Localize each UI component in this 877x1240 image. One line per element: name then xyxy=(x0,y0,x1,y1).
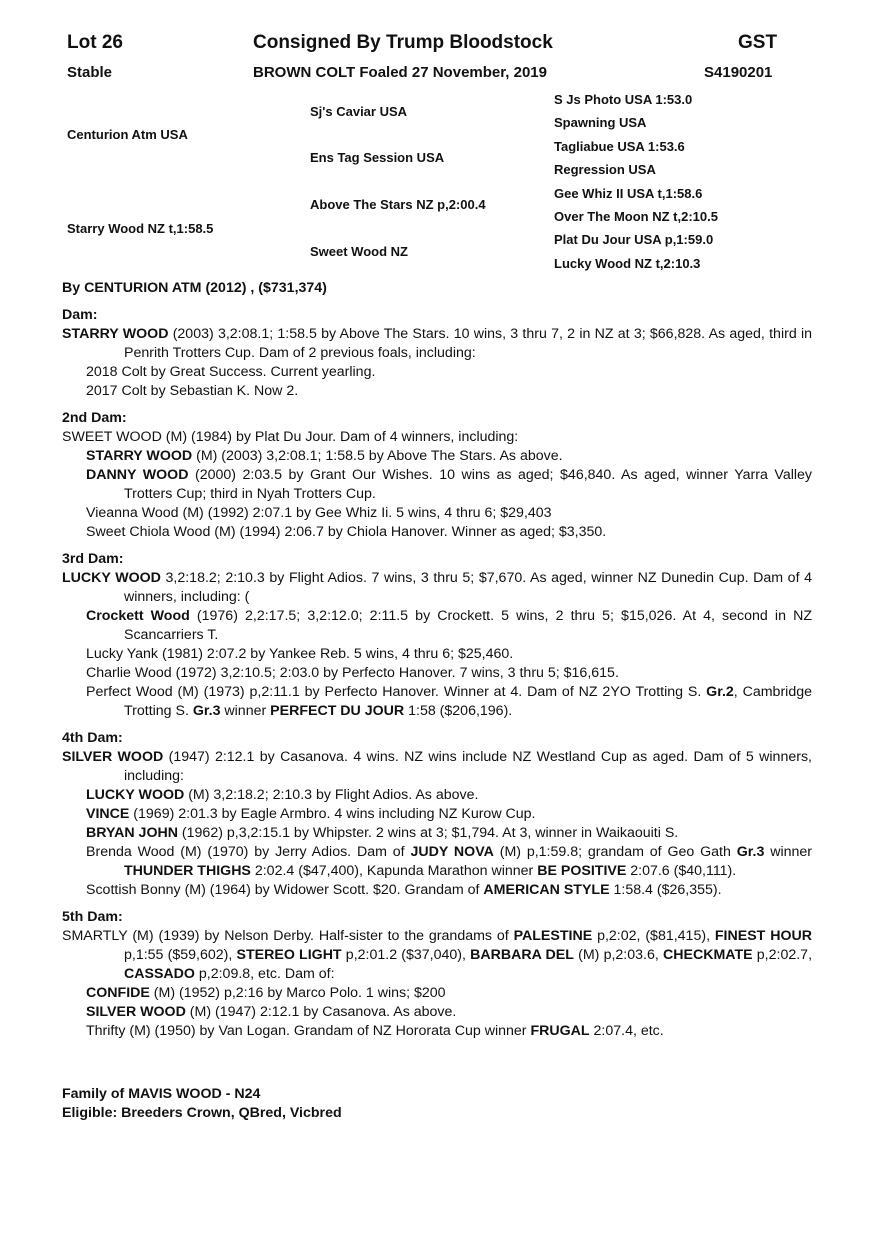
horse-description: BROWN COLT Foaled 27 November, 2019 xyxy=(253,64,547,81)
produce-entry: Scottish Bonny (M) (1964) by Widower Scott. $20. Grandam of AMERICAN STYLE 1:58.4 ($26,355). xyxy=(86,882,722,898)
pedigree-g3: Plat Du Jour USA p,1:59.0 xyxy=(554,232,714,247)
pedigree-g3: Regression USA xyxy=(554,162,656,177)
dam5-lead: SMARTLY (M) (1939) by Nelson Derby. Half-sister to the grandams of PALESTINE p,2:02, ($81,415), FINEST HOUR p,1:55 ($59,602), STEREO LIGHT p,2:01.2 ($37,040), BARBARA DEL (M) p,2:03.6, CHECKMATE p,2:02.7, CASSADO p,2:09.8, etc. Dam of: xyxy=(62,928,813,982)
produce-entry: Charlie Wood (1972) 3,2:10.5; 2:03.0 by Perfecto Hanover. 7 wins, 3 thru 5; $16,615. xyxy=(86,665,619,681)
pedigree-dam: Starry Wood NZ t,1:58.5 xyxy=(67,221,214,236)
pedigree-sire-sire: Sj's Caviar USA xyxy=(310,104,408,119)
dam-name: STARRY WOOD xyxy=(62,326,169,342)
produce-entry: CONFIDE (M) (1952) p,2:16 by Marco Polo. 1 wins; $200 xyxy=(86,985,446,1001)
dam2-heading: 2nd Dam: xyxy=(62,410,127,426)
dam4-lead: SILVER WOOD (1947) 2:12.1 by Casanova. 4 wins. NZ wins include NZ Westland Cup as aged. Dam of 5 winners, including: xyxy=(62,749,812,784)
eligible-line: Eligible: Breeders Crown, QBred, Vicbred xyxy=(62,1105,342,1121)
dam2-lead: SWEET WOOD (M) (1984) by Plat Du Jour. Dam of 4 winners, including: xyxy=(62,429,519,445)
dam4-heading: 4th Dam: xyxy=(62,730,123,746)
produce-entry: DANNY WOOD (2000) 2:03.5 by Grant Our Wishes. 10 wins as aged; $46,840. As aged, winner Yarra Valley Trotters Cup; third in Nyah Trotters Cup. xyxy=(86,467,812,502)
produce-entry: BRYAN JOHN (1962) p,3,2:15.1 by Whipster. 2 wins at 3; $1,794. At 3, winner in Waikaouiti S. xyxy=(86,825,679,841)
consignor: Consigned By Trump Bloodstock xyxy=(253,32,553,53)
lot-id: S4190201 xyxy=(704,64,773,81)
pedigree-g3: S Js Photo USA 1:53.0 xyxy=(554,92,693,107)
produce-entry: Lucky Yank (1981) 2:07.2 by Yankee Reb. 5 wins, 4 thru 6; $25,460. xyxy=(86,646,514,662)
dam5-heading: 5th Dam: xyxy=(62,909,123,925)
dam3-heading: 3rd Dam: xyxy=(62,551,124,567)
produce-entry: LUCKY WOOD (M) 3,2:18.2; 2:10.3 by Flight Adios. As above. xyxy=(86,787,479,803)
produce-entry: SILVER WOOD (M) (1947) 2:12.1 by Casanova. As above. xyxy=(86,1004,457,1020)
pedigree-g3: Gee Whiz II USA t,1:58.6 xyxy=(554,186,703,201)
produce-entry: Sweet Chiola Wood (M) (1994) 2:06.7 by Chiola Hanover. Winner as aged; $3,350. xyxy=(86,524,607,540)
pedigree-sire: Centurion Atm USA xyxy=(67,127,188,142)
produce-entry: VINCE (1969) 2:01.3 by Eagle Armbro. 4 wins including NZ Kurow Cup. xyxy=(86,806,536,822)
pedigree-g3: Lucky Wood NZ t,2:10.3 xyxy=(554,256,701,271)
pedigree-dam-dam: Sweet Wood NZ xyxy=(310,244,408,259)
gst-label: GST xyxy=(738,32,778,53)
foal-entry: 2017 Colt by Sebastian K. Now 2. xyxy=(86,383,299,399)
produce-entry: Brenda Wood (M) (1970) by Jerry Adios. Dam of JUDY NOVA (M) p,1:59.8; grandam of Geo Gath Gr.3 winner THUNDER THIGHS 2:02.4 ($47,400), Kapunda Marathon winner BE POSITIVE 2:07.6 ($40,111). xyxy=(86,844,812,879)
sire-line: By CENTURION ATM (2012) , ($731,374) xyxy=(62,280,327,296)
pedigree-g3: Spawning USA xyxy=(554,115,647,130)
produce-entry: Thrifty (M) (1950) by Van Logan. Grandam of NZ Hororata Cup winner FRUGAL 2:07.4, etc. xyxy=(86,1023,664,1039)
dam3-lead: LUCKY WOOD 3,2:18.2; 2:10.3 by Flight Adios. 7 wins, 3 thru 5; $7,670. As aged, winner NZ Dunedin Cup. Dam of 4 winners, including: ( xyxy=(62,570,812,605)
pedigree-g3: Tagliabue USA 1:53.6 xyxy=(554,139,685,154)
stable-label: Stable xyxy=(67,64,113,81)
pedigree-dam-sire: Above The Stars NZ p,2:00.4 xyxy=(310,197,486,212)
produce-entry: STARRY WOOD (M) (2003) 3,2:08.1; 1:58.5 by Above The Stars. As above. xyxy=(86,448,563,464)
produce-entry: Perfect Wood (M) (1973) p,2:11.1 by Perfecto Hanover. Winner at 4. Dam of NZ 2YO Trotting S. Gr.2, Cambridge Trotting S. Gr.3 winner PERFECT DU JOUR 1:58 ($206,196). xyxy=(86,684,812,719)
catalogue-body xyxy=(62,279,812,1123)
produce-entry: Vieanna Wood (M) (1992) 2:07.1 by Gee Whiz Ii. 5 wins, 4 thru 6; $29,403 xyxy=(86,505,552,521)
produce-entry: Crockett Wood (1976) 2,2:17.5; 3,2:12.0; 2:11.5 by Crockett. 5 wins, 2 thru 5; $15,026. At 4, second in NZ Scancarriers T. xyxy=(86,608,812,643)
foal-entry: 2018 Colt by Great Success. Current yearling. xyxy=(86,364,376,380)
pedigree-sire-dam: Ens Tag Session USA xyxy=(310,150,445,165)
family-line: Family of MAVIS WOOD - N24 xyxy=(62,1086,261,1102)
lot-number: Lot 26 xyxy=(67,32,123,53)
pedigree-g3: Over The Moon NZ t,2:10.5 xyxy=(554,209,718,224)
dam-heading: Dam: xyxy=(62,307,98,323)
dam-entry: STARRY WOOD (2003) 3,2:08.1; 1:58.5 by Above The Stars. 10 wins, 3 thru 7, 2 in NZ at 3; $66,828. As aged, third in Penrith Trotters Cup. Dam of 2 previous foals, including: xyxy=(62,326,812,361)
